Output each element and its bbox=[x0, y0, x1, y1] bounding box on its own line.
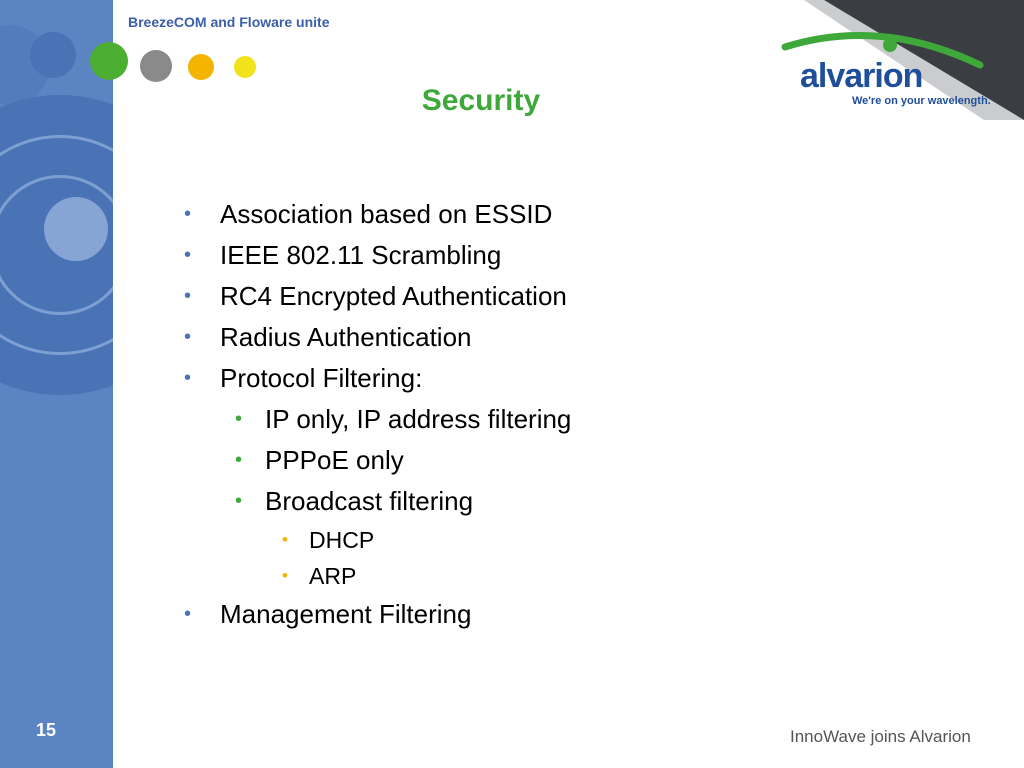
decorative-dots bbox=[0, 32, 300, 92]
bullet-item-level-1 bbox=[180, 277, 880, 318]
footer-text: InnoWave joins Alvarion bbox=[790, 727, 971, 746]
bullet-item-level-1 bbox=[180, 236, 880, 277]
bullet-text: Association based on ESSID bbox=[220, 199, 553, 229]
bullet-text: IP only, IP address filtering bbox=[265, 404, 572, 434]
bullet-item-level-3 bbox=[180, 523, 880, 559]
bullet-text: Radius Authentication bbox=[220, 322, 472, 352]
blue-dot bbox=[30, 32, 76, 78]
bullet-marker: • bbox=[282, 566, 288, 585]
bullet-item-level-1 bbox=[180, 359, 880, 400]
bullet-item-level-2 bbox=[180, 400, 880, 441]
bullet-marker: • bbox=[235, 449, 243, 471]
bullet-item-level-3 bbox=[180, 559, 880, 595]
bullet-item-level-1 bbox=[180, 595, 880, 636]
bullet-marker: • bbox=[184, 326, 192, 348]
bullet-marker: • bbox=[235, 490, 243, 512]
bullet-text: IEEE 802.11 Scrambling bbox=[220, 240, 502, 270]
decorative-circle bbox=[44, 197, 108, 261]
bullet-item-level-2 bbox=[180, 482, 880, 523]
bullet-marker: • bbox=[184, 367, 192, 389]
page-number: 15 bbox=[36, 720, 57, 740]
gray-dot bbox=[140, 50, 172, 82]
header-tagline: BreezeCOM and Floware unite bbox=[128, 14, 330, 30]
orange-dot bbox=[188, 54, 214, 80]
bullet-marker: • bbox=[235, 408, 243, 430]
bullet-item-level-1 bbox=[180, 318, 880, 359]
yellow-dot bbox=[234, 56, 256, 78]
bullet-marker: • bbox=[184, 244, 192, 266]
bullet-text: RC4 Encrypted Authentication bbox=[220, 281, 567, 311]
bullet-text: PPPoE only bbox=[265, 445, 404, 475]
bullet-marker: • bbox=[282, 530, 288, 549]
logo-slogan: We're on your wavelength. bbox=[852, 95, 991, 107]
green-dot bbox=[90, 42, 128, 80]
logo-wordmark: alvarion bbox=[800, 57, 923, 95]
bullet-marker: • bbox=[184, 285, 192, 307]
bullet-list bbox=[180, 195, 880, 636]
bullet-text: DHCP bbox=[309, 527, 375, 553]
bullet-item-level-2 bbox=[180, 441, 880, 482]
bullet-item-level-1 bbox=[180, 195, 880, 236]
bullet-text: Protocol Filtering: bbox=[220, 363, 423, 393]
bullet-marker: • bbox=[184, 603, 192, 625]
bullet-marker: • bbox=[184, 203, 192, 225]
slide-title: Security bbox=[421, 84, 541, 117]
bullet-text: ARP bbox=[309, 563, 357, 589]
bullet-text: Management Filtering bbox=[220, 599, 472, 629]
bullet-text: Broadcast filtering bbox=[265, 486, 474, 516]
